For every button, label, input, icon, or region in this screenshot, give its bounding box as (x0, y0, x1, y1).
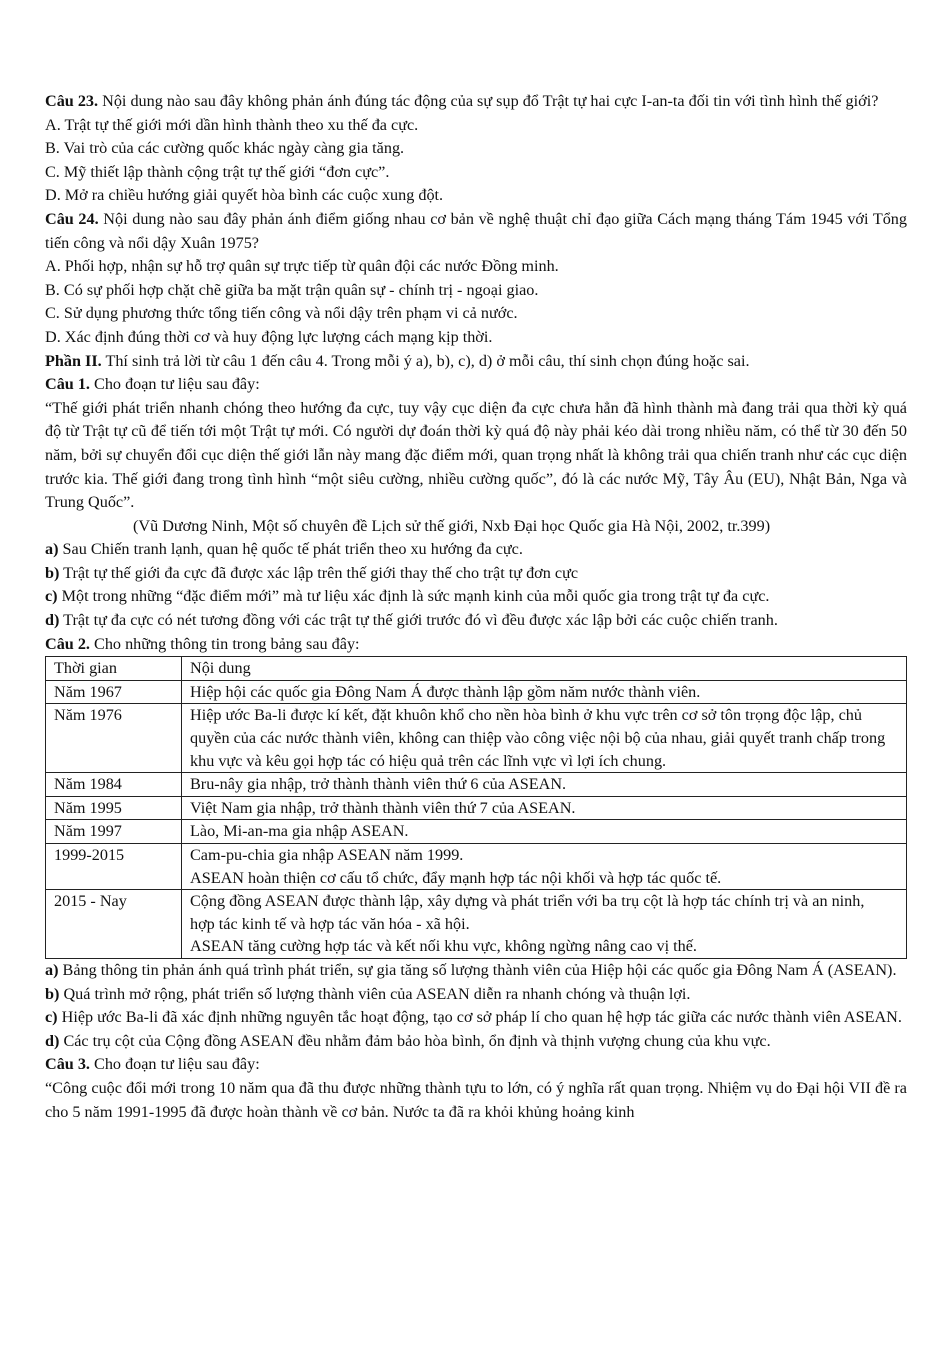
question-1-quote: “Thế giới phát triển nhanh chóng theo hướng đa cực, tuy vậy cục diện đa cực chưa hẳn đã hình thành mà đang trải qua thời kỳ quá độ từ Trật tự cũ để tiến tới một Trật tự mới. Có người dự đoán thời kỳ quá độ này phải kéo dài trong nhiều năm, có thể từ 30 đến 50 năm, bởi sự chuyển đổi cục diện thế giới lẫn này mang đặc điểm mới, quan trọng nhất là không trải qua chiến tranh như các cục diện trước kia. Thế giới đang trong tình hình “một siêu cường, nhiều cường quốc”, đó là các nước Mỹ, Tây Âu (EU), Nhật Bản, Nga và Trung Quốc”. (45, 398, 907, 512)
part2-question-2-intro: Cho những thông tin trong bảng sau đây: (89, 634, 360, 653)
part2-question-3-intro: Cho đoạn tư liệu sau đây: (89, 1055, 260, 1074)
table-cell-content (182, 844, 907, 890)
table-row (46, 844, 907, 890)
table-cell-time: 2015 - Nay (46, 890, 182, 959)
table-cell-line: Cam-pu-chia gia nhập ASEAN năm 1999. (190, 846, 464, 864)
q1-statement-b (45, 562, 907, 586)
table-cell-time: Năm 1976 (46, 704, 182, 773)
q2-statement-c-text: Hiệp ước Ba-li đã xác định những nguyên tắc hoạt động, tạo cơ sở pháp lí cho quan hệ hợp tác giữa các nước thành viên ASEAN. (57, 1008, 902, 1027)
part2-question-2-label: Câu 2. (45, 634, 90, 653)
q2-statement-d (45, 1030, 907, 1054)
question-23-text: Nội dung nào sau đây không phản ánh đúng tác động của sự sụp đổ Trật tự hai cực I-an-ta đối tin với tình hình thế giới? (98, 92, 879, 110)
table-cell-line: ASEAN hoàn thiện cơ cấu tổ chức, đẩy mạnh hợp tác nội khối và hợp tác quốc tế. (190, 868, 722, 887)
question-1-citation: (Vũ Dương Ninh, Một số chuyên đề Lịch sử thế giới, Nxb Đại học Quốc gia Hà Nội, 2002, tr.399) (133, 516, 771, 535)
q2-statement-a-label: a) (45, 960, 59, 979)
table-cell-content (182, 773, 907, 797)
q24-option-a: A. Phối hợp, nhận sự hỗ trợ quân sự trực tiếp từ quân đội các nước Đồng minh. (45, 257, 559, 276)
table-header-row (46, 657, 907, 681)
q23-option-d: D. Mở ra chiều hướng giải quyết hòa bình các cuộc xung đột. (45, 186, 444, 205)
question-3-quote: “Công cuộc đổi mới trong 10 năm qua đã thu được những thành tựu to lớn, có ý nghĩa rất quan trọng. Nhiệm vụ do Đại hội VII đề ra cho 5 năm 1991-1995 đã được hoàn thành về cơ bản. Nước ta đã ra khỏi khủng hoảng kinh (45, 1078, 907, 1121)
table-cell-content (182, 890, 907, 959)
part2-question-2 (45, 633, 907, 657)
q1-statement-d-text: Trật tự đa cực có nét tương đồng với các trật tự thế giới trước đó vì đều được xác lập bởi các cuộc chiến tranh. (59, 611, 778, 630)
q2-statement-b-text: Quá trình mở rộng, phát triển số lượng thành viên của ASEAN diễn ra nhanh chóng và thuận lợi. (59, 984, 691, 1003)
table-row (46, 820, 907, 844)
table-cell-line: Hiệp hội các quốc gia Đông Nam Á được thành lập gồm năm nước thành viên. (190, 682, 701, 701)
part-2-instructions (45, 350, 907, 374)
q2-statement-b (45, 983, 907, 1007)
table-cell-line: Cộng đồng ASEAN được thành lập, xây dựng và phát triển với ba trụ cột là hợp tác chính trị và an ninh, hợp tác kinh tế và hợp tác văn hóa - xã hội. (190, 892, 865, 933)
part2-question-1-label: Câu 1. (45, 375, 90, 394)
q1-statement-b-text: Trật tự thế giới đa cực đã được xác lập trên thế giới thay thế cho trật tự đơn cực (59, 563, 579, 582)
q2-statement-a (45, 959, 907, 983)
q1-statement-d-label: d) (45, 611, 60, 630)
table-cell-content (182, 796, 907, 820)
q2-statement-a-text: Bảng thông tin phản ánh quá trình phát triển, sự gia tăng số lượng thành viên của Hiệp hội các quốc gia Đông Nam Á (ASEAN). (58, 960, 897, 979)
table-cell-time: 1999-2015 (46, 844, 182, 890)
q24-option-d: D. Xác định đúng thời cơ và huy động lực lượng cách mạng kịp thời. (45, 327, 493, 346)
part-2-label: Phần II. (45, 351, 102, 370)
q2-statement-b-label: b) (45, 984, 60, 1003)
q23-option-c: C. Mỹ thiết lập thành cộng trật tự thế giới “đơn cực”. (45, 162, 390, 181)
table-header-content: Nội dung (182, 657, 907, 681)
table-row (46, 704, 907, 773)
document-page (45, 90, 907, 1124)
q23-option-a: A. Trật tự thế giới mới dần hình thành theo xu thế đa cực. (45, 115, 419, 134)
part2-question-1-intro: Cho đoạn tư liệu sau đây: (89, 375, 260, 394)
question-24-text: Nội dung nào sau đây phản ánh điểm giống nhau cơ bản về nghệ thuật chỉ đạo giữa Cách mạng tháng Tám 1945 với Tổng tiến công và nổi dậy Xuân 1975? (45, 209, 907, 252)
q1-statement-a-label: a) (45, 540, 59, 559)
question-23 (45, 90, 907, 114)
q1-statement-a (45, 538, 907, 562)
question-23-label: Câu 23. (45, 92, 99, 110)
table-row (46, 680, 907, 704)
q24-option-c: C. Sử dụng phương thức tổng tiến công và nổi dậy trên phạm vi cả nước. (45, 304, 518, 323)
table-cell-line: Bru-nây gia nhập, trở thành thành viên thứ 6 của ASEAN. (190, 775, 567, 794)
table-cell-line: Hiệp ước Ba-li được kí kết, đặt khuôn khổ cho nền hòa bình ở khu vực trên cơ sở tôn trọng độc lập, chủ quyền của các nước thành viên, không can thiệp vào công việc nội bộ của nhau, giải quyết tranh chấp trong khu vực và kêu gọi hợp tác có hiệu quả trên các lĩnh vực vì lợi ích chung. (190, 706, 886, 770)
table-row (46, 773, 907, 797)
part2-question-3 (45, 1053, 907, 1077)
q1-statement-c-text: Một trong những “đặc điểm mới” mà tư liệu xác định là sức mạnh kinh của mỗi quốc gia trong trật tự đa cực. (57, 587, 770, 606)
question-24-label: Câu 24. (45, 209, 99, 228)
table-cell-time: Năm 1997 (46, 820, 182, 844)
part-2-text: Thí sinh trả lời từ câu 1 đến câu 4. Trong mỗi ý a), b), c), d) ở mỗi câu, thí sinh chọn đúng hoặc sai. (101, 351, 750, 370)
table-cell-time: Năm 1984 (46, 773, 182, 797)
table-cell-content (182, 704, 907, 773)
table-cell-time: Năm 1995 (46, 796, 182, 820)
q1-statement-b-label: b) (45, 563, 60, 582)
table-header-time: Thời gian (46, 657, 182, 681)
part2-question-3-label: Câu 3. (45, 1055, 90, 1074)
q1-statement-c (45, 585, 907, 609)
table-cell-line: Việt Nam gia nhập, trở thành thành viên thứ 7 của ASEAN. (190, 798, 576, 817)
table-cell-content (182, 820, 907, 844)
q2-statement-c (45, 1006, 907, 1030)
table-cell-line: Lào, Mi-an-ma gia nhập ASEAN. (190, 822, 409, 841)
q1-statement-a-text: Sau Chiến tranh lạnh, quan hệ quốc tế phát triển theo xu hướng đa cực. (58, 540, 523, 559)
question-24 (45, 208, 907, 255)
part2-question-1 (45, 373, 907, 397)
q24-option-b: B. Có sự phối hợp chặt chẽ giữa ba mặt trận quân sự - chính trị - ngoại giao. (45, 280, 539, 299)
q1-statement-c-label: c) (45, 587, 58, 606)
asean-timeline-table (45, 656, 907, 959)
q2-statement-d-label: d) (45, 1031, 60, 1050)
q2-statement-d-text: Các trụ cột của Cộng đồng ASEAN đều nhằm đảm bảo hòa bình, ổn định và thịnh vượng chung của khu vực. (59, 1031, 771, 1050)
table-cell-content (182, 680, 907, 704)
table-row (46, 796, 907, 820)
table-cell-time: Năm 1967 (46, 680, 182, 704)
q2-statement-c-label: c) (45, 1008, 58, 1027)
table-row (46, 890, 907, 959)
q23-option-b: B. Vai trò của các cường quốc khác ngày càng gia tăng. (45, 139, 405, 158)
table-cell-line: ASEAN tăng cường hợp tác và kết nối khu vực, không ngừng nâng cao vị thế. (190, 937, 697, 956)
q1-statement-d (45, 609, 907, 633)
